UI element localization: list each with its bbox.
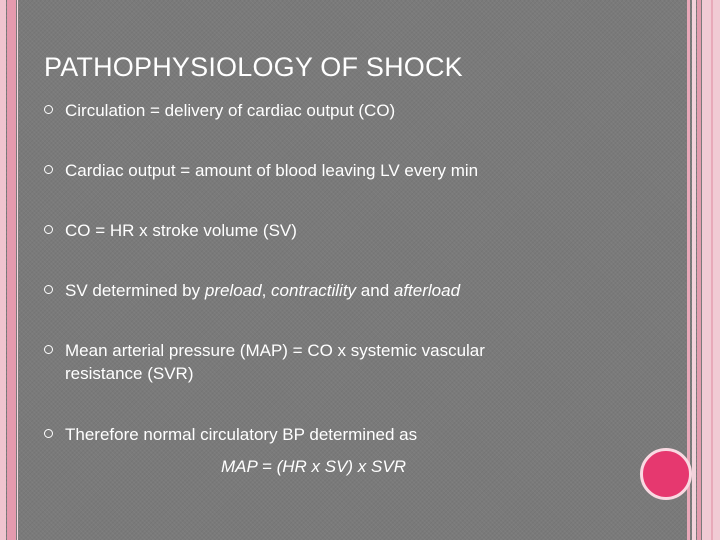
bullet-text-line: Mean arterial pressure (MAP) = CO x systemic vascular [65,341,485,360]
bullet-marker-icon [44,429,53,438]
bullet-marker-icon [44,345,53,354]
map-formula: MAP = (HR x SV) x SVR [221,457,406,476]
bullet-text [65,279,665,302]
bullet-text [65,339,665,385]
bullet-marker-icon [44,225,53,234]
right-decor-stripe [692,0,696,540]
bullet-text-line: resistance (SVR) [65,364,194,383]
bullet-marker-icon [44,165,53,174]
term-afterload: afterload [393,281,461,300]
left-decor-bar-inner [7,0,16,540]
bullet-text: Cardiac output = amount of blood leaving LV every min [65,161,479,180]
bullet-marker-icon [44,285,53,294]
bullet-text-part: SV determined by [65,281,205,300]
bullet-text: CO = HR x stroke volume (SV) [65,221,297,240]
left-decor-bar [0,0,6,540]
bullet-text-line: Therefore normal circulatory BP determined as [65,425,418,444]
term-contractility: contractility [271,281,357,300]
left-decor-line [17,0,18,540]
bullet-text [65,423,665,478]
term-preload: preload [204,281,262,300]
bullet-marker-icon [44,105,53,114]
right-decor-stripe [697,0,701,540]
bullet-text: Circulation = delivery of cardiac output (CO) [65,101,396,120]
right-decor-line [711,0,713,540]
bullet-text-part: , [261,281,272,300]
bullet-text-part: and [356,281,394,300]
slide-title: PATHOPHYSIOLOGY OF SHOCK [44,52,463,82]
